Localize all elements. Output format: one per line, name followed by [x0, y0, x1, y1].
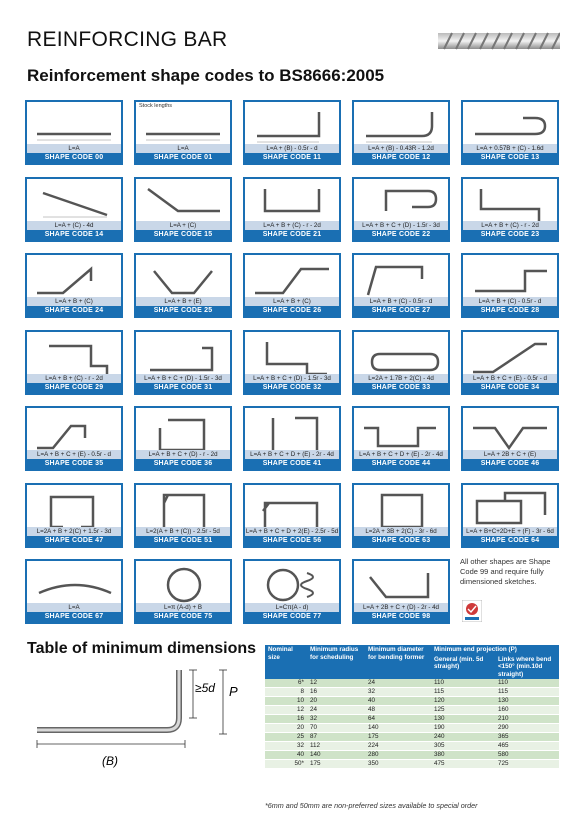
table-cell: 12	[265, 706, 307, 715]
shape-code-card	[134, 330, 232, 395]
shape-formula: L=Cπ(A - d)	[245, 603, 339, 612]
shape-code-card	[352, 177, 450, 242]
shape-code-card	[134, 253, 232, 318]
shape-formula: L=A + 0.57B + (C) - 1.6d	[463, 144, 557, 153]
shape-code-label: SHAPE CODE 33	[354, 383, 448, 393]
shape-code-card	[25, 406, 123, 471]
shape-code-label: SHAPE CODE 35	[27, 459, 121, 469]
table-cell: 70	[307, 724, 365, 733]
table-cell: 365	[495, 733, 559, 742]
shape-code-card	[134, 100, 232, 165]
shape-code-card	[352, 483, 450, 548]
rebar-banner-image	[438, 30, 560, 52]
shape-99-note: All other shapes are Shape Code 99 and require fully dimensioned sketches.	[460, 557, 551, 586]
shape-code-label: SHAPE CODE 23	[463, 230, 557, 240]
table-cell: 48	[365, 706, 431, 715]
table-row	[265, 724, 559, 733]
table-footnote: *6mm and 50mm are non-preferred sizes available to special order	[265, 801, 478, 810]
table-cell: 115	[431, 688, 495, 697]
shape-code-card	[25, 100, 123, 165]
shape-code-label: SHAPE CODE 00	[27, 153, 121, 163]
col-links: Links where bend <150° (min.10d straight)	[495, 655, 559, 680]
shape-formula: L=A + (C) - 4d	[27, 221, 121, 230]
shape-formula: L=A + B + (C) - r - 2d	[245, 221, 339, 230]
shape-code-card	[25, 253, 123, 318]
shape-code-card	[461, 253, 559, 318]
table-cell: 87	[307, 733, 365, 742]
table-cell: 350	[365, 760, 431, 769]
shape-formula: L=A + B + C + (D) - 1.5r - 3d	[136, 374, 230, 383]
table-row	[265, 688, 559, 697]
table-cell: 32	[365, 688, 431, 697]
table-cell: 224	[365, 742, 431, 751]
shape-formula: L=2A + B + 2(C) + 1.5r - 3d	[27, 527, 121, 536]
shape-code-label: SHAPE CODE 47	[27, 536, 121, 546]
shape-formula: L=A + B + (C)	[27, 297, 121, 306]
table-row	[265, 760, 559, 769]
table-cell: 6*	[265, 679, 307, 688]
p-label: P	[229, 684, 238, 699]
table-cell: 16	[265, 715, 307, 724]
shape-code-card	[461, 177, 559, 242]
table-row	[265, 715, 559, 724]
shape-code-label: SHAPE CODE 34	[463, 383, 557, 393]
shape-formula: L=A + 2B + C + (D) - 2r - 4d	[354, 603, 448, 612]
shape-formula: L=A + B + C + D + 2(E) - 2.5r - 5d	[245, 527, 339, 535]
min-dimensions-table	[265, 645, 559, 769]
shape-formula: L=A + B + C + (D) - 1.5r - 3d	[245, 374, 339, 383]
table-cell: 110	[431, 679, 495, 688]
table-cell: 305	[431, 742, 495, 751]
table-row	[265, 733, 559, 742]
shape-formula: L=A	[136, 144, 230, 153]
shape-code-card	[134, 559, 232, 624]
table-row	[265, 706, 559, 715]
shape-code-card	[25, 483, 123, 548]
shape-formula: L=A + B + (C) - 0.5r - d	[463, 297, 557, 306]
shape-code-label: SHAPE CODE 15	[136, 230, 230, 240]
table-cell: 25	[265, 733, 307, 742]
table-cell: 24	[307, 706, 365, 715]
shape-code-label: SHAPE CODE 21	[245, 230, 339, 240]
table-cell: 115	[495, 688, 559, 697]
shape-code-card	[243, 253, 341, 318]
shape-code-label: SHAPE CODE 64	[463, 536, 557, 546]
shape-code-card	[352, 253, 450, 318]
shape-code-label: SHAPE CODE 22	[354, 230, 448, 240]
table-cell: 190	[431, 724, 495, 733]
table-row	[265, 697, 559, 706]
table-cell: 130	[495, 697, 559, 706]
shape-code-card	[25, 177, 123, 242]
shape-code-card	[25, 559, 123, 624]
shape-code-card	[134, 406, 232, 471]
shape-code-label: SHAPE CODE 67	[27, 612, 121, 622]
shape-code-card	[352, 330, 450, 395]
table-cell: 24	[365, 679, 431, 688]
min-dimensions-title: Table of minimum dimensions	[27, 640, 257, 657]
shape-formula: L=A + B + (C) - r - 2d	[463, 221, 557, 230]
shape-code-label: SHAPE CODE 75	[136, 612, 230, 622]
shape-formula: L=2(A + B + (C)) - 2.5r - 5d	[136, 527, 230, 536]
shape-code-label: SHAPE CODE 28	[463, 306, 557, 316]
table-cell: 130	[431, 715, 495, 724]
col-general: General (min. 5d straight)	[431, 655, 495, 680]
shape-formula: L=A + B + (C) - r - 2d	[27, 374, 121, 383]
shape-formula: L=A + (C)	[136, 221, 230, 230]
shape-code-label: SHAPE CODE 51	[136, 536, 230, 546]
shape-code-label: SHAPE CODE 26	[245, 306, 339, 316]
shape-code-label: SHAPE CODE 24	[27, 306, 121, 316]
shape-code-card	[243, 559, 341, 624]
table-cell: 140	[365, 724, 431, 733]
shape-code-card	[134, 177, 232, 242]
col-size: Nominal size	[265, 645, 307, 679]
table-row	[265, 742, 559, 751]
shape-formula: L=A	[27, 603, 121, 612]
shape-code-label: SHAPE CODE 32	[245, 383, 339, 393]
shape-code-label: SHAPE CODE 25	[136, 306, 230, 316]
table-cell: 10	[265, 697, 307, 706]
shape-formula: L=A + (B) - 0.5r - d	[245, 144, 339, 153]
table-cell: 16	[307, 688, 365, 697]
shape-formula: L=A + B + C + (D) - 1.5r - 3d	[354, 221, 448, 230]
certification-logo	[462, 600, 482, 622]
shape-formula: L=A + 2B + C + (E)	[463, 450, 557, 459]
shape-code-card	[243, 406, 341, 471]
table-cell: 280	[365, 751, 431, 760]
shape-code-label: SHAPE CODE 29	[27, 383, 121, 393]
table-cell: 120	[431, 697, 495, 706]
table-cell: 210	[495, 715, 559, 724]
shape-code-label: SHAPE CODE 14	[27, 230, 121, 240]
shape-formula: L=A + B + C + (D) - r - 2d	[136, 450, 230, 459]
shape-code-label: SHAPE CODE 13	[463, 153, 557, 163]
shape-code-card	[243, 483, 341, 548]
shape-code-card	[352, 406, 450, 471]
shape-code-label: SHAPE CODE 12	[354, 153, 448, 163]
table-cell: 140	[307, 751, 365, 760]
shape-code-label: SHAPE CODE 63	[354, 536, 448, 546]
table-cell: 175	[307, 760, 365, 769]
shape-code-label: SHAPE CODE 01	[136, 153, 230, 163]
shape-formula: L=A + B + C + D + (E) - 2r - 4d	[354, 450, 448, 459]
col-end-projection: Minimum end projection (P)	[431, 645, 559, 655]
shape-code-label: SHAPE CODE 11	[245, 153, 339, 163]
shape-code-label: SHAPE CODE 41	[245, 459, 339, 469]
shape-code-label: SHAPE CODE 31	[136, 383, 230, 393]
col-diameter: Minimum diameter for bending former	[365, 645, 431, 679]
shape-formula: L=A + B + C + (E) - 0.5r - d	[463, 374, 557, 383]
table-cell: 20	[307, 697, 365, 706]
shape-code-card	[461, 483, 559, 548]
shape-formula: L=A + B + (C) - 0.5r - d	[354, 297, 448, 306]
table-cell: 160	[495, 706, 559, 715]
shape-code-card	[243, 330, 341, 395]
table-cell: 380	[431, 751, 495, 760]
shape-code-card	[134, 483, 232, 548]
shape-code-label: SHAPE CODE 98	[354, 612, 448, 622]
shape-code-card	[352, 559, 450, 624]
shape-codes-heading: Reinforcement shape codes to BS8666:2005	[27, 66, 385, 85]
shape-formula: L=A + B + (E)	[136, 297, 230, 306]
table-row	[265, 679, 559, 688]
table-cell: 125	[431, 706, 495, 715]
shape-code-label: SHAPE CODE 46	[463, 459, 557, 469]
table-cell: 32	[265, 742, 307, 751]
shape-code-card	[461, 406, 559, 471]
table-cell: 110	[495, 679, 559, 688]
table-cell: 465	[495, 742, 559, 751]
shape-note: Stock lengths	[139, 103, 173, 109]
minimum-dimension-diagram	[27, 662, 259, 772]
shape-code-card	[25, 330, 123, 395]
table-cell: 32	[307, 715, 365, 724]
lap-label: ≥5d	[195, 681, 215, 695]
shape-code-card	[243, 177, 341, 242]
table-row	[265, 751, 559, 760]
table-cell: 475	[431, 760, 495, 769]
table-cell: 50*	[265, 760, 307, 769]
table-cell: 112	[307, 742, 365, 751]
table-cell: 64	[365, 715, 431, 724]
shape-formula: L=A	[27, 144, 121, 153]
table-cell: 8	[265, 688, 307, 697]
page-title: REINFORCING BAR	[27, 28, 228, 51]
shape-code-label: SHAPE CODE 56	[245, 536, 339, 546]
shape-code-label: SHAPE CODE 77	[245, 612, 339, 622]
shape-code-card	[243, 100, 341, 165]
shape-code-label: SHAPE CODE 36	[136, 459, 230, 469]
shape-formula: L=A + B+C+2D+E + (F) - 3r - 6d	[463, 527, 557, 536]
shape-code-label: SHAPE CODE 27	[354, 306, 448, 316]
table-cell: 20	[265, 724, 307, 733]
table-cell: 40	[265, 751, 307, 760]
table-cell: 40	[365, 697, 431, 706]
table-cell: 580	[495, 751, 559, 760]
shape-formula: L=A + B + C + D + (E) - 2r - 4d	[245, 450, 339, 459]
shape-formula: L=2A + 3B + 2(C) - 3r - 6d	[354, 527, 448, 536]
shape-code-label: SHAPE CODE 44	[354, 459, 448, 469]
shape-code-card	[461, 330, 559, 395]
shape-code-card	[352, 100, 450, 165]
b-label: (B)	[102, 754, 118, 768]
shape-formula: L=π (A-d) + B	[136, 603, 230, 612]
shape-formula: L=A + B + C + (E) - 0.5r - d	[27, 450, 121, 459]
col-radius: Minimum radius for scheduling	[307, 645, 365, 679]
table-cell: 290	[495, 724, 559, 733]
shape-formula: L=2A + 1.7B + 2(C) - 4d	[354, 374, 448, 383]
table-cell: 240	[431, 733, 495, 742]
shape-code-card	[461, 100, 559, 165]
shape-formula: L=A + B + (C)	[245, 297, 339, 306]
table-cell: 12	[307, 679, 365, 688]
table-cell: 175	[365, 733, 431, 742]
table-cell: 725	[495, 760, 559, 769]
shape-formula: L=A + (B) - 0.43R - 1.2d	[354, 144, 448, 153]
